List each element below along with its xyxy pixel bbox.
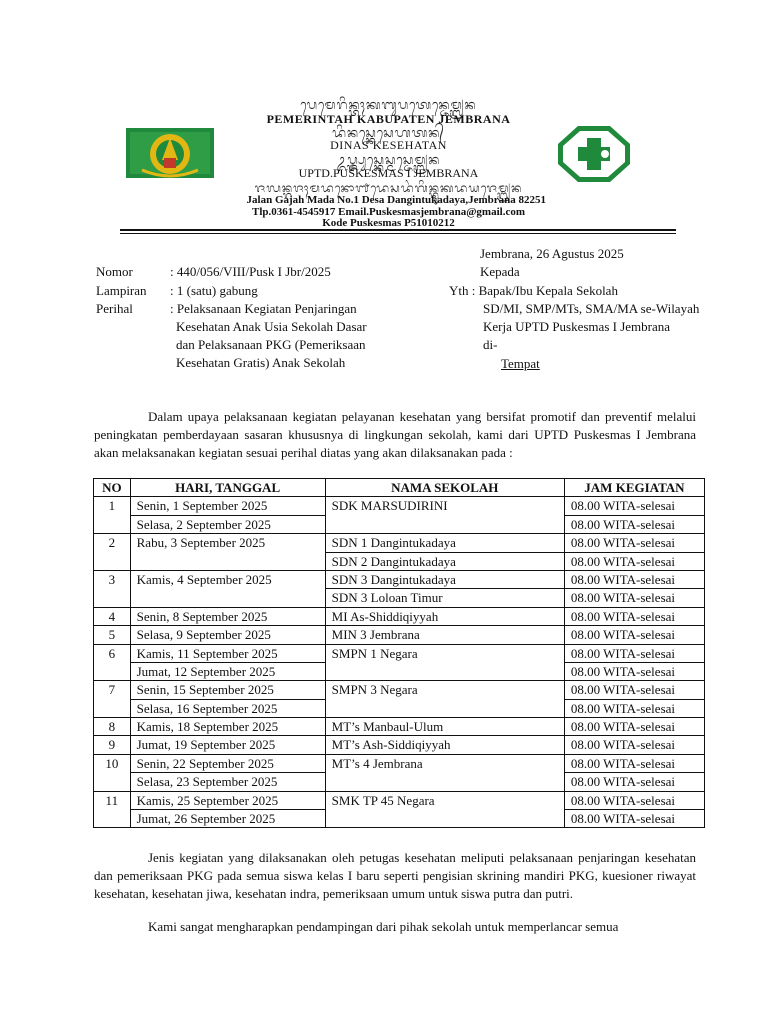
header-time: JAM KEGIATAN (564, 479, 704, 497)
row-number: 11 (94, 791, 131, 809)
letterhead-script-mid: ᬤᬶᬦᬲ᭄ᬓᬾᬲᬾᬳᬢᬦ᭄ (332, 125, 445, 140)
closing-paragraph (94, 918, 696, 936)
row-number: 1 (94, 497, 131, 515)
table-row (94, 681, 705, 699)
header-school: NAMA SEKOLAH (325, 479, 564, 497)
row-time: 08.00 WITA-selesai (564, 607, 704, 625)
lampiran-label: Lampiran (96, 283, 147, 298)
letterhead-government: PEMERINTAH KABUPATEN JEMBRANA (266, 112, 511, 126)
table-row (94, 515, 705, 533)
row-number: 10 (94, 754, 131, 772)
table-row (94, 644, 705, 662)
letterhead-address: Jalan Gajah Mada No.1 Desa Dangintukadaya,Jembrana 82251 (246, 194, 546, 206)
recipient-line2: SD/MI, SMP/MTs, SMA/MA se-Wilayah (483, 301, 700, 316)
row-date (130, 552, 325, 570)
row-number: 4 (94, 607, 131, 625)
row-time: 08.00 WITA-selesai (564, 699, 704, 717)
row-time: 08.00 WITA-selesai (564, 681, 704, 699)
row-number: 8 (94, 718, 131, 736)
table-row (94, 754, 705, 772)
letterhead-unit: UPTD.PUSKESMAS I JEMBRANA (298, 166, 479, 180)
perihal-line1: : Pelaksanaan Kegiatan Penjaringan (170, 301, 357, 316)
row-date: Kamis, 25 September 2025 (130, 791, 325, 809)
row-school: MT’s Manbaul-Ulum (325, 718, 564, 736)
table-row (94, 662, 705, 680)
row-school: SMPN 3 Negara (325, 681, 564, 699)
table-row (94, 534, 705, 552)
row-number (94, 552, 131, 570)
row-school: SDN 3 Loloan Timur (325, 589, 564, 607)
schedule-body (94, 497, 705, 828)
row-school (325, 515, 564, 533)
row-time: 08.00 WITA-selesai (564, 662, 704, 680)
table-row (94, 718, 705, 736)
row-school: SDN 2 Dangintukadaya (325, 552, 564, 570)
letterhead-script-address: ᬚᬮᬦ᭄ᬕᬚᬄᬫᬤᬦᭀ᭑ᬤᬾᬲᬤᬂᬕᬶᬦ᭄ᬢᬸᬓᬤᬬᬚᬾᬫ᭄ᬩ᭄ᬭᬦ (254, 181, 523, 195)
letterhead-divider (120, 229, 676, 231)
row-school (325, 810, 564, 828)
table-row (94, 736, 705, 754)
row-date: Selasa, 2 September 2025 (130, 515, 325, 533)
row-number (94, 515, 131, 533)
recipient-tempat: Tempat (501, 356, 540, 371)
row-number: 3 (94, 570, 131, 588)
perihal-line2: Kesehatan Anak Usia Sekolah Dasar (176, 319, 367, 334)
kepada: Kepada (480, 264, 520, 279)
jembrana-regency-logo (122, 120, 218, 186)
letterhead-contact: Tlp.0361-4545917 Email.Puskesmasjembrana@gmail.com (251, 206, 525, 218)
row-school: SDN 1 Dangintukadaya (325, 534, 564, 552)
row-date: Senin, 1 September 2025 (130, 497, 325, 515)
row-number (94, 773, 131, 791)
intro-paragraph (94, 408, 696, 462)
table-header-row (94, 479, 705, 497)
row-number (94, 810, 131, 828)
closing-paragraph-text: Kami sangat mengharapkan pendampingan dari pihak sekolah untuk memperlancar semua (148, 919, 619, 934)
row-date: Selasa, 16 September 2025 (130, 699, 325, 717)
place-date: Jembrana, 26 Agustus 2025 (480, 246, 624, 261)
row-time: 08.00 WITA-selesai (564, 810, 704, 828)
row-time: 08.00 WITA-selesai (564, 773, 704, 791)
row-number (94, 699, 131, 717)
row-time: 08.00 WITA-selesai (564, 534, 704, 552)
table-row (94, 552, 705, 570)
intro-paragraph-text: Dalam upaya pelaksanaan kegiatan pelayanan kesehatan yang bersifat promotif dan preventif melalui peningkatan pemberdayaan sasaran khususnya di lingkungan sekolah, kami dari UPTD Puskesmas I Jembrana akan melaksanakan kegiatan sesuai perihal diatas yang akan dilaksanakan pada : (94, 409, 696, 460)
row-number: 2 (94, 534, 131, 552)
perihal-line4: Kesehatan Gratis) Anak Sekolah (176, 355, 346, 370)
row-time: 08.00 WITA-selesai (564, 754, 704, 772)
row-time: 08.00 WITA-selesai (564, 552, 704, 570)
letterhead-department: DINAS KESEHATAN (330, 138, 447, 152)
table-row (94, 497, 705, 515)
perihal-line3: dan Pelaksanaan PKG (Pemeriksaan (176, 337, 366, 352)
row-time: 08.00 WITA-selesai (564, 570, 704, 588)
activity-paragraph (94, 849, 696, 903)
row-date (130, 589, 325, 607)
row-number (94, 662, 131, 680)
recipient-line3: Kerja UPTD Puskesmas I Jembrana (483, 319, 671, 334)
perihal-label: Perihal (96, 301, 133, 316)
nomor-label: Nomor (96, 264, 133, 279)
table-row (94, 791, 705, 809)
row-school: SDN 3 Dangintukadaya (325, 570, 564, 588)
row-time: 08.00 WITA-selesai (564, 626, 704, 644)
schedule-table (93, 478, 705, 828)
row-time: 08.00 WITA-selesai (564, 791, 704, 809)
row-school (325, 699, 564, 717)
row-date: Senin, 8 September 2025 (130, 607, 325, 625)
letterhead-divider-thin (120, 233, 676, 234)
letterhead-script-unit: ᬉᬧ᭄ᬢ᭄ᬤ᭄ᬧᬸᬲ᭄ᬓᬾᬲ᭄ᬫᬲ᭄ᬚᬾᬫ᭄ᬩ᭄ᬭᬦ (336, 152, 441, 167)
row-time: 08.00 WITA-selesai (564, 736, 704, 754)
table-row (94, 810, 705, 828)
row-date: Selasa, 23 September 2025 (130, 773, 325, 791)
row-date: Senin, 15 September 2025 (130, 681, 325, 699)
lampiran-value: : 1 (satu) gabung (170, 283, 258, 298)
row-date: Kamis, 11 September 2025 (130, 644, 325, 662)
row-school: MI As-Shiddiqiyyah (325, 607, 564, 625)
table-row (94, 773, 705, 791)
row-date: Selasa, 9 September 2025 (130, 626, 325, 644)
letterhead-code: Kode Puskesmas P51010212 (322, 217, 455, 229)
table-row (94, 626, 705, 644)
table-row (94, 570, 705, 588)
row-date: Rabu, 3 September 2025 (130, 534, 325, 552)
row-time: 08.00 WITA-selesai (564, 718, 704, 736)
row-date: Jumat, 19 September 2025 (130, 736, 325, 754)
row-date: Kamis, 18 September 2025 (130, 718, 325, 736)
letterhead-script-top: ᬧᬾᬫᬾᬭᬶᬦ᭄ᬢᬄᬓᬩᬸᬧᬢᬾᬦ᭄ᬚᬾᬫ᭄ᬩ᭄ᬭᬦ (300, 97, 477, 112)
row-number (94, 589, 131, 607)
recipient-yth: Yth : Bapak/Ibu Kepala Sekolah (449, 283, 618, 298)
recipient-di: di- (483, 337, 498, 352)
table-row (94, 699, 705, 717)
nomor-value: : 440/056/VIII/Pusk I Jbr/2025 (170, 264, 331, 279)
row-date: Senin, 22 September 2025 (130, 754, 325, 772)
table-row (94, 589, 705, 607)
row-time: 08.00 WITA-selesai (564, 515, 704, 533)
row-school: MIN 3 Jembrana (325, 626, 564, 644)
row-school (325, 662, 564, 680)
header-no: NO (94, 479, 131, 497)
activity-paragraph-text: Jenis kegiatan yang dilaksanakan oleh petugas kesehatan meliputi pelaksanaan penjaringan kesehatan dan pemeriksaan PKG pada semua siswa kelas I baru seperti pengisian skrining mandiri PKG, kuesioner riwayat kesehatan, kesehatan jiwa, kesehatan indra, pemeriksaan umum untuk siswa putra dan putri. (94, 850, 696, 901)
row-date: Jumat, 26 September 2025 (130, 810, 325, 828)
row-school: SMK TP 45 Negara (325, 791, 564, 809)
row-school: SDK MARSUDIRINI (325, 497, 564, 515)
row-time: 08.00 WITA-selesai (564, 589, 704, 607)
row-school: MT’s Ash-Siddiqiyyah (325, 736, 564, 754)
row-number: 7 (94, 681, 131, 699)
table-row (94, 607, 705, 625)
row-number: 9 (94, 736, 131, 754)
row-number: 6 (94, 644, 131, 662)
row-school (325, 773, 564, 791)
row-date: Kamis, 4 September 2025 (130, 570, 325, 588)
row-time: 08.00 WITA-selesai (564, 497, 704, 515)
row-time: 08.00 WITA-selesai (564, 644, 704, 662)
row-school: SMPN 1 Negara (325, 644, 564, 662)
row-number: 5 (94, 626, 131, 644)
row-date: Jumat, 12 September 2025 (130, 662, 325, 680)
row-school: MT’s 4 Jembrana (325, 754, 564, 772)
header-date: HARI, TANGGAL (130, 479, 325, 497)
puskesmas-logo (556, 124, 632, 184)
